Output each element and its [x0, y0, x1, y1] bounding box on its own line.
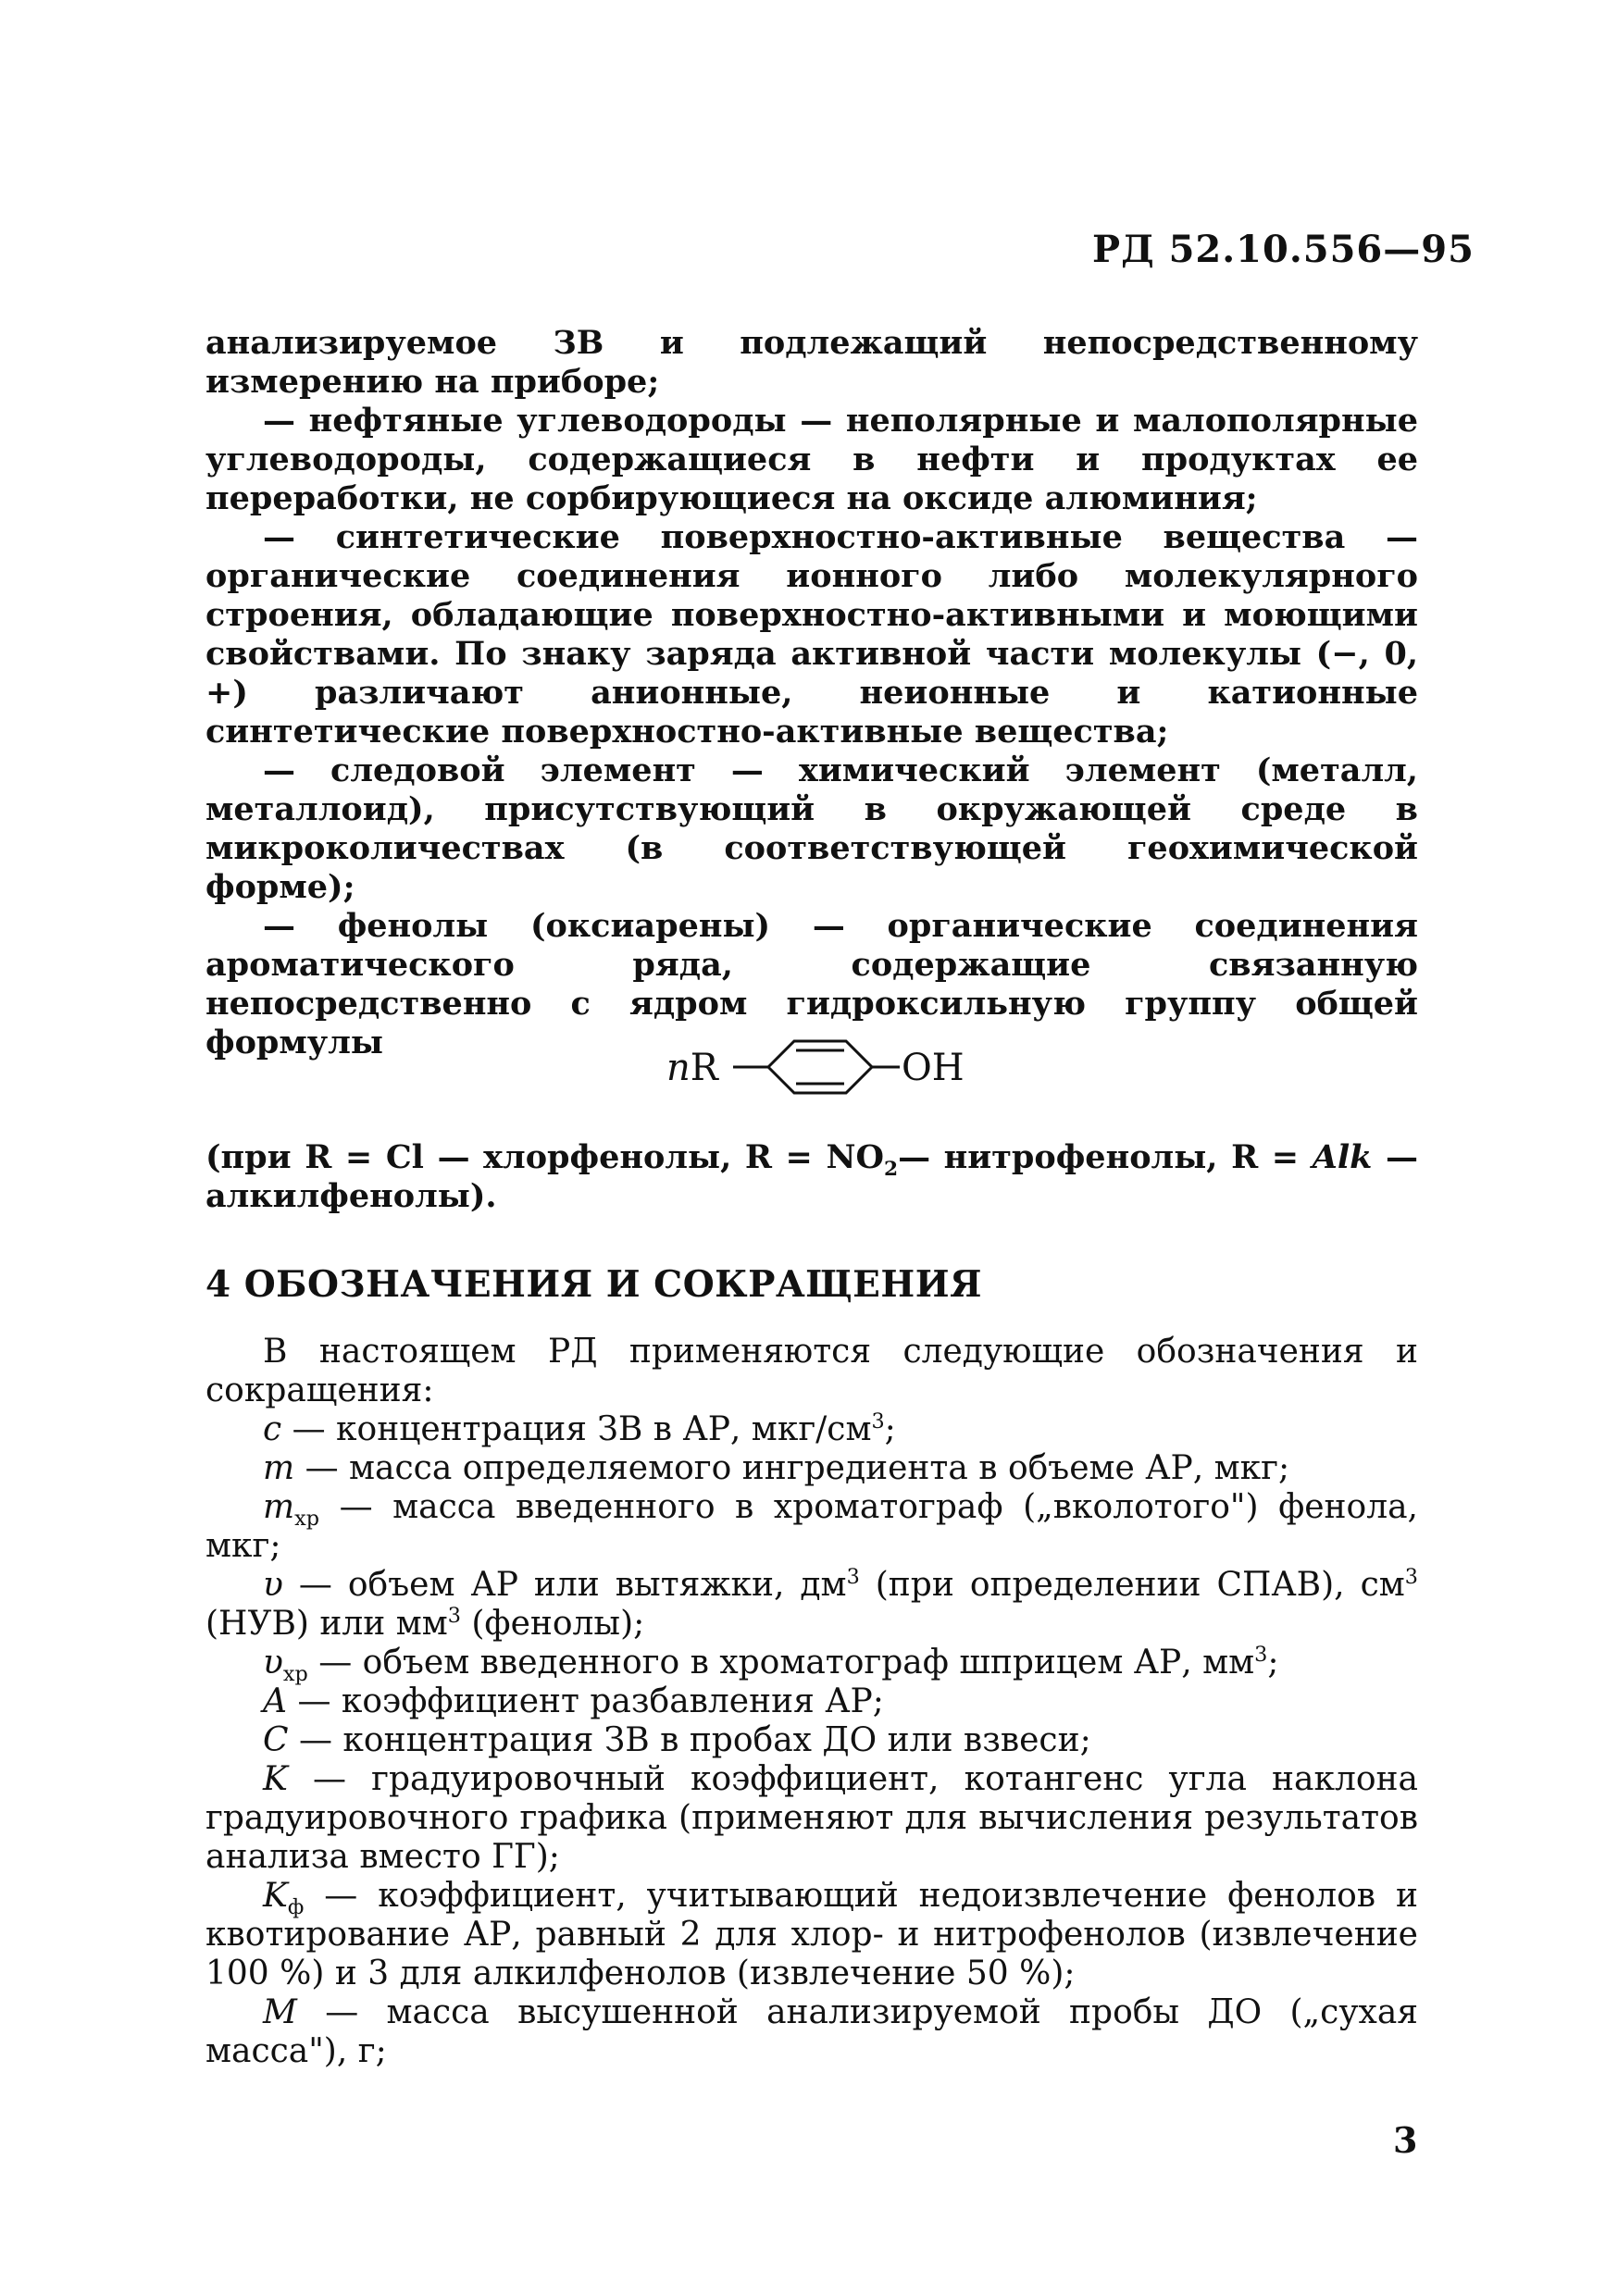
- symbol-C-name: C: [263, 1721, 289, 1759]
- symbol-Kf-sub: ф: [287, 1895, 305, 1920]
- symbol-v-text3: (НУВ) или мм: [205, 1605, 448, 1643]
- phenol-variants-part3: — алкилфенолы).: [205, 1138, 1419, 1215]
- symbol-K-text: — градуировочный коэффициент, котангенс угла наклона градуировочного графика (применяют для вычисления результатов анализа вместо ГГ);: [205, 1760, 1418, 1876]
- symbol-vxp-sub: хр: [282, 1662, 308, 1687]
- page-number: 3: [1393, 2119, 1418, 2161]
- symbol-m-name: m: [263, 1449, 295, 1487]
- definition-fragment: анализируемое ЗВ и подлежащий непосредственному измерению на приборе;: [205, 324, 1418, 401]
- symbol-mxp-name: m: [263, 1488, 295, 1526]
- benzene-hexagon: [768, 1041, 872, 1093]
- symbol-v-sup1: 3: [846, 1565, 860, 1589]
- alk-symbol: Alk: [1312, 1138, 1373, 1176]
- symbol-mxp-text: — масса введенного в хроматограф („вколотого") фенола, мкг;: [205, 1488, 1418, 1565]
- symbol-v-text2: (при определении СПАВ), см: [859, 1566, 1405, 1604]
- symbol-vxp-text: — объем введенного в хроматограф шприцем АР, мм: [307, 1644, 1255, 1682]
- section-title: 4 ОБОЗНАЧЕНИЯ И СОКРАЩЕНИЯ: [205, 1263, 982, 1306]
- no2-subscript: 2: [883, 1158, 899, 1181]
- symbol-A: [205, 1682, 1418, 1721]
- symbol-vxp-name: υ: [263, 1644, 283, 1682]
- symbol-c-name: c: [263, 1410, 282, 1448]
- symbol-C: [205, 1721, 1418, 1760]
- symbol-Kf-name: K: [263, 1877, 288, 1915]
- symbol-A-name: A: [263, 1682, 287, 1720]
- symbol-C-text: — концентрация ЗВ в пробах ДО или взвеси;: [288, 1721, 1091, 1759]
- symbol-v-text1: — объем АР или вытяжки, дм: [282, 1566, 847, 1604]
- definition-phenols: — фенолы (оксиарены) — органические соединения ароматического ряда, содержащие связанную непосредственно с ядром гидроксильную группу общей формулы: [205, 907, 1418, 1061]
- symbol-m-text: — масса определяемого ингредиента в объеме АР, мкг;: [294, 1449, 1290, 1487]
- symbol-c: [205, 1410, 1418, 1449]
- definition-oil-hydrocarbons: — нефтяные углеводороды — неполярные и малополярные углеводороды, содержащиеся в нефти и продуктах ее переработки, не сорбирующиеся на оксиде алюминия;: [205, 402, 1418, 517]
- symbol-c-sup: 3: [871, 1409, 885, 1433]
- phenol-variants-part2: — нитрофенолы, R =: [898, 1138, 1313, 1176]
- definition-trace-element: — следовой элемент — химический элемент (металл, металлоид), присутствующий в окружающей среде в микроколичествах (в соответствующей геохимической форме);: [205, 751, 1418, 906]
- symbol-M-name: M: [263, 1993, 297, 2031]
- symbol-v-text4: (фенолы);: [460, 1605, 645, 1643]
- symbol-K: [205, 1760, 1418, 1877]
- symbol-v-sup2: 3: [1404, 1565, 1418, 1589]
- phenol-variants: [205, 1138, 1418, 1216]
- symbol-v-sup3: 3: [447, 1604, 461, 1628]
- symbol-mxp-sub: хр: [294, 1507, 320, 1532]
- symbol-mxp: [205, 1488, 1418, 1566]
- symbol-v: [205, 1566, 1418, 1644]
- formula-right-label: OH: [902, 1047, 965, 1089]
- symbol-Kf-text: — коэффициент, учитывающий недоизвлечение фенолов и квотирование АР, равный 2 для хлор- и нитрофенолов (извлечение 100 %) и 3 для алкилфенолов (извлечение 50 %);: [205, 1877, 1418, 1992]
- formula-left-label: [666, 1047, 720, 1089]
- formula-n: n: [666, 1047, 691, 1089]
- symbol-Kf: [205, 1877, 1418, 1993]
- symbols-list: [205, 1333, 1418, 2071]
- symbol-M: [205, 1993, 1418, 2071]
- phenol-formula: [0, 1004, 1618, 1124]
- phenol-variants-part1: (при R = Cl — хлорфенолы, R = NO: [205, 1138, 884, 1176]
- symbol-c-text: — концентрация ЗВ в АР, мкг/см: [281, 1410, 872, 1448]
- symbol-vxp: [205, 1643, 1418, 1687]
- definition-surfactants: — синтетические поверхностно-активные вещества — органические соединения ионного либо молекулярного строения, обладающие поверхностно-активными и моющими свойствами. По знаку заряда активной части молекулы (−, 0, +) различают анионные, неионные и катионные синтетические поверхностно-активные вещества;: [205, 518, 1418, 751]
- symbol-vxp-sup: 3: [1254, 1643, 1268, 1667]
- symbol-vxp-end: ;: [1267, 1644, 1279, 1682]
- symbol-m: [205, 1449, 1418, 1488]
- symbol-M-text: — масса высушенной анализируемой пробы ДО („сухая масса"), г;: [205, 1993, 1418, 2070]
- symbol-c-end: ;: [884, 1410, 896, 1448]
- formula-r: R: [690, 1047, 718, 1089]
- document-header: РД 52.10.556—95: [1092, 228, 1475, 271]
- symbol-A-text: — коэффициент разбавления АР;: [287, 1682, 884, 1720]
- symbol-v-name: υ: [263, 1566, 283, 1604]
- symbol-K-name: K: [263, 1760, 288, 1798]
- symbols-intro: В настоящем РД применяются следующие обозначения и сокращения:: [205, 1333, 1418, 1409]
- definitions-continued: [205, 324, 1418, 1062]
- benzene-ring-formula: [666, 1004, 981, 1124]
